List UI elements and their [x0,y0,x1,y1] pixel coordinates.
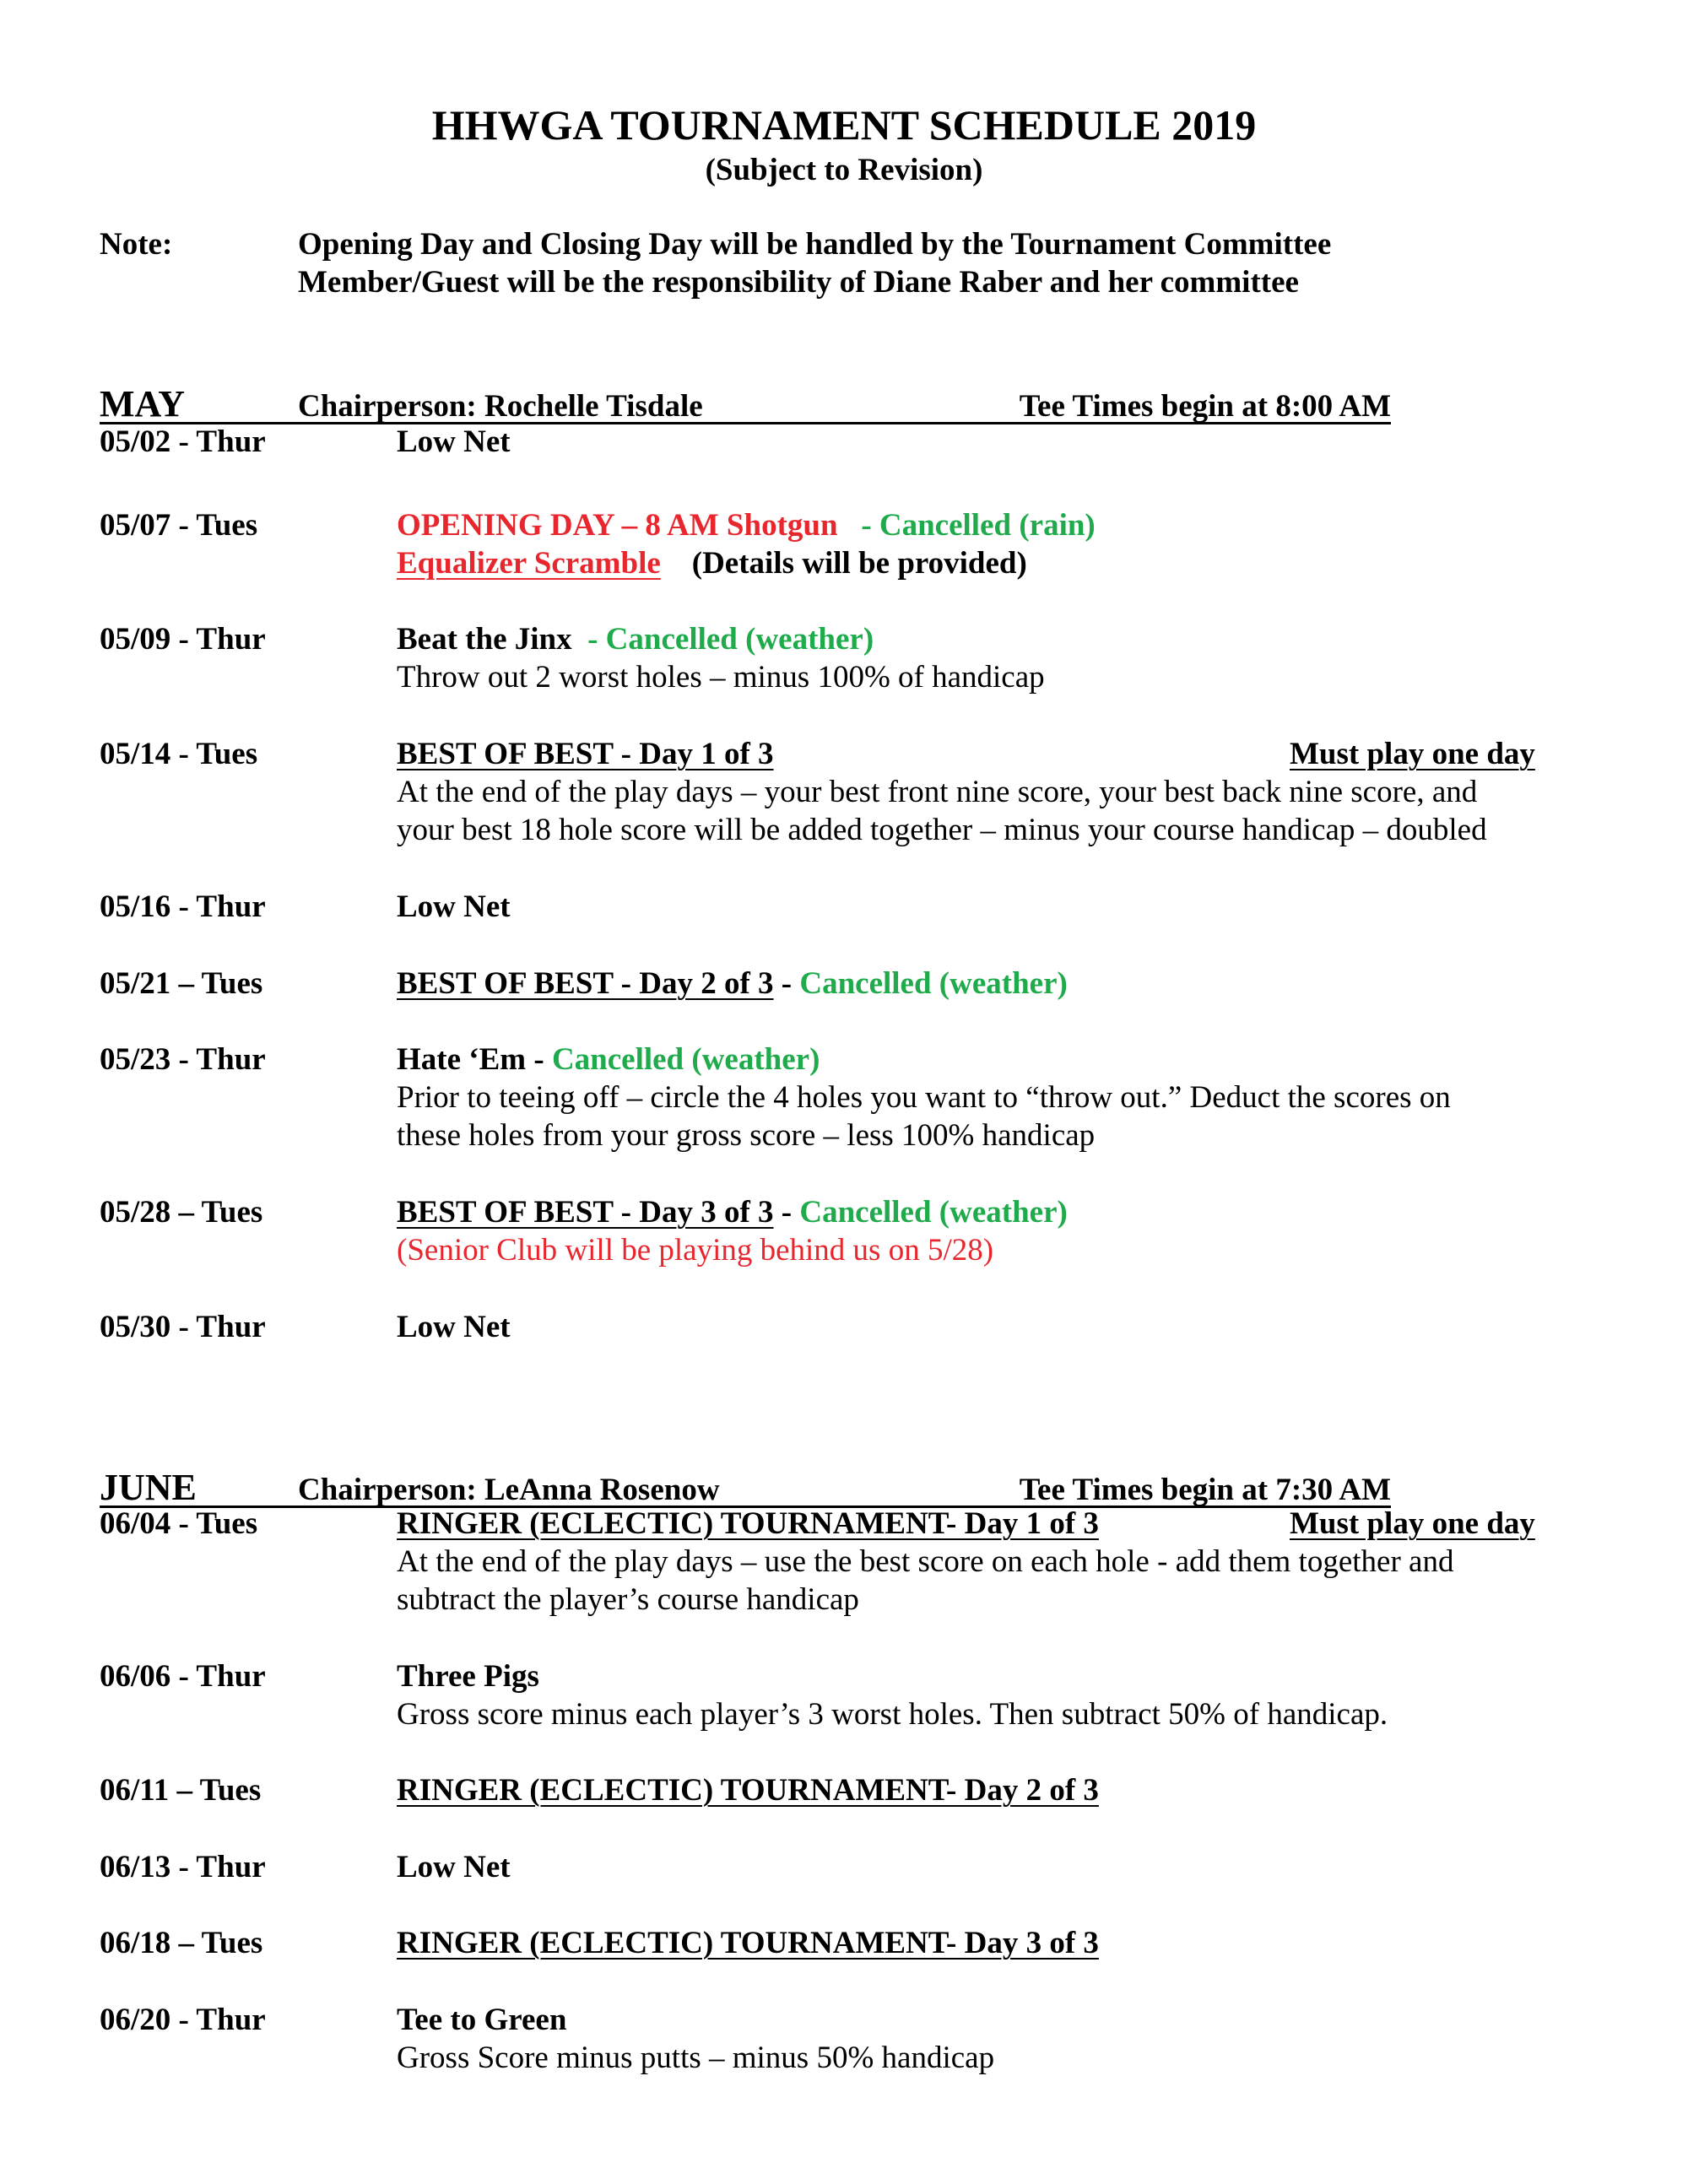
event-description: Throw out 2 worst holes – minus 100% of handicap [397,660,1045,695]
note-line-1: Opening Day and Closing Day will be handled by the Tournament Committee [298,227,1332,262]
page-title: HHWGA TOURNAMENT SCHEDULE 2019 [431,101,1257,149]
event-title-line [397,507,1096,544]
event-name: RINGER (ECLECTIC) TOURNAMENT- Day 1 of 3 [397,1506,1099,1541]
event-description: Gross score minus each player’s 3 worst holes. Then subtract 50% of handicap. [397,1697,1388,1732]
event-date: 06/13 - Thur [100,1850,266,1884]
event-name: BEST OF BEST - Day 2 of 3 [397,966,774,1001]
event-description: these holes from your gross score – less 100% handicap [397,1118,1096,1153]
event-status: Cancelled (weather) [799,1195,1068,1230]
event-status: - Cancelled (rain) [861,508,1096,543]
may-section-header [100,380,1391,424]
may-chairperson: Chairperson: Rochelle Tisdale [298,389,703,424]
event-status: Cancelled (weather) [799,966,1068,1001]
event-status: Cancelled (weather) [551,1042,820,1077]
event-date: 05/09 - Thur [100,622,266,657]
may-tee-times: Tee Times begin at 8:00 AM [1019,389,1391,424]
event-name: Hate ‘Em [397,1042,527,1077]
event-name: OPENING DAY – 8 AM Shotgun [397,508,838,543]
event-description: Prior to teeing off – circle the 4 holes you want to “throw out.” Deduct the scores on [397,1080,1451,1115]
event-date: 06/20 - Thur [100,2003,266,2037]
event-separator: - [773,966,800,1001]
event-name: RINGER (ECLECTIC) TOURNAMENT- Day 2 of 3 [397,1773,1099,1808]
event-separator: - [526,1042,552,1077]
june-section-header [100,1463,1391,1508]
event-title-line [397,621,874,658]
june-tee-times: Tee Times begin at 7:30 AM [1019,1473,1391,1507]
event-name: RINGER (ECLECTIC) TOURNAMENT- Day 3 of 3 [397,1926,1099,1960]
event-line2 [397,545,1027,582]
event-date: 05/28 – Tues [100,1195,263,1230]
event-name: BEST OF BEST - Day 1 of 3 [397,737,774,771]
event-date: 06/18 – Tues [100,1926,263,1960]
event-date: 06/11 – Tues [100,1773,262,1808]
event-title-line [397,1041,820,1078]
event-date: 05/16 - Thur [100,889,266,924]
note-line-2: Member/Guest will be the responsibility of Diane Raber and her committee [298,265,1299,300]
event-subname: Equalizer Scramble [397,546,661,581]
event-description: your best 18 hole score will be added together – minus your course handicap – doubled [397,813,1487,847]
event-name: Low Net [397,424,511,459]
event-date: 05/14 - Tues [100,737,258,771]
event-date: 05/07 - Tues [100,508,258,543]
event-title-line [397,965,1068,1003]
event-name: BEST OF BEST - Day 3 of 3 [397,1195,774,1230]
event-separator: - [773,1195,800,1230]
may-month-label: MAY [100,383,186,424]
event-date: 05/30 - Thur [100,1310,266,1344]
event-description: subtract the player’s course handicap [397,1582,859,1617]
event-description: (Senior Club will be playing behind us on 5/28) [397,1233,994,1268]
event-description: At the end of the play days – use the best score on each hole - add them together and [397,1544,1454,1579]
must-play-note: Must play one day [1290,737,1535,771]
event-description: At the end of the play days – your best front nine score, your best back nine score, and [397,775,1478,809]
event-date: 05/21 – Tues [100,966,263,1001]
event-name: Low Net [397,1310,511,1344]
event-title-line [397,1194,1068,1231]
page-subtitle: (Subject to Revision) [705,153,983,187]
event-date: 05/02 - Thur [100,424,266,459]
june-chairperson: Chairperson: LeAnna Rosenow [298,1473,720,1507]
event-name: Three Pigs [397,1659,539,1694]
event-details-note: (Details will be provided) [691,546,1027,581]
event-name: Low Net [397,889,511,924]
event-date: 06/04 - Tues [100,1506,258,1541]
event-description: Gross Score minus putts – minus 50% handicap [397,2041,995,2075]
event-date: 05/23 - Thur [100,1042,266,1077]
must-play-note: Must play one day [1290,1506,1535,1541]
event-status: - Cancelled (weather) [587,622,874,657]
event-name: Tee to Green [397,2003,567,2037]
event-date: 06/06 - Thur [100,1659,266,1694]
note-label: Note: [100,227,173,262]
event-name: Beat the Jinx [397,622,572,657]
june-month-label: JUNE [100,1467,197,1508]
event-name: Low Net [397,1850,511,1884]
